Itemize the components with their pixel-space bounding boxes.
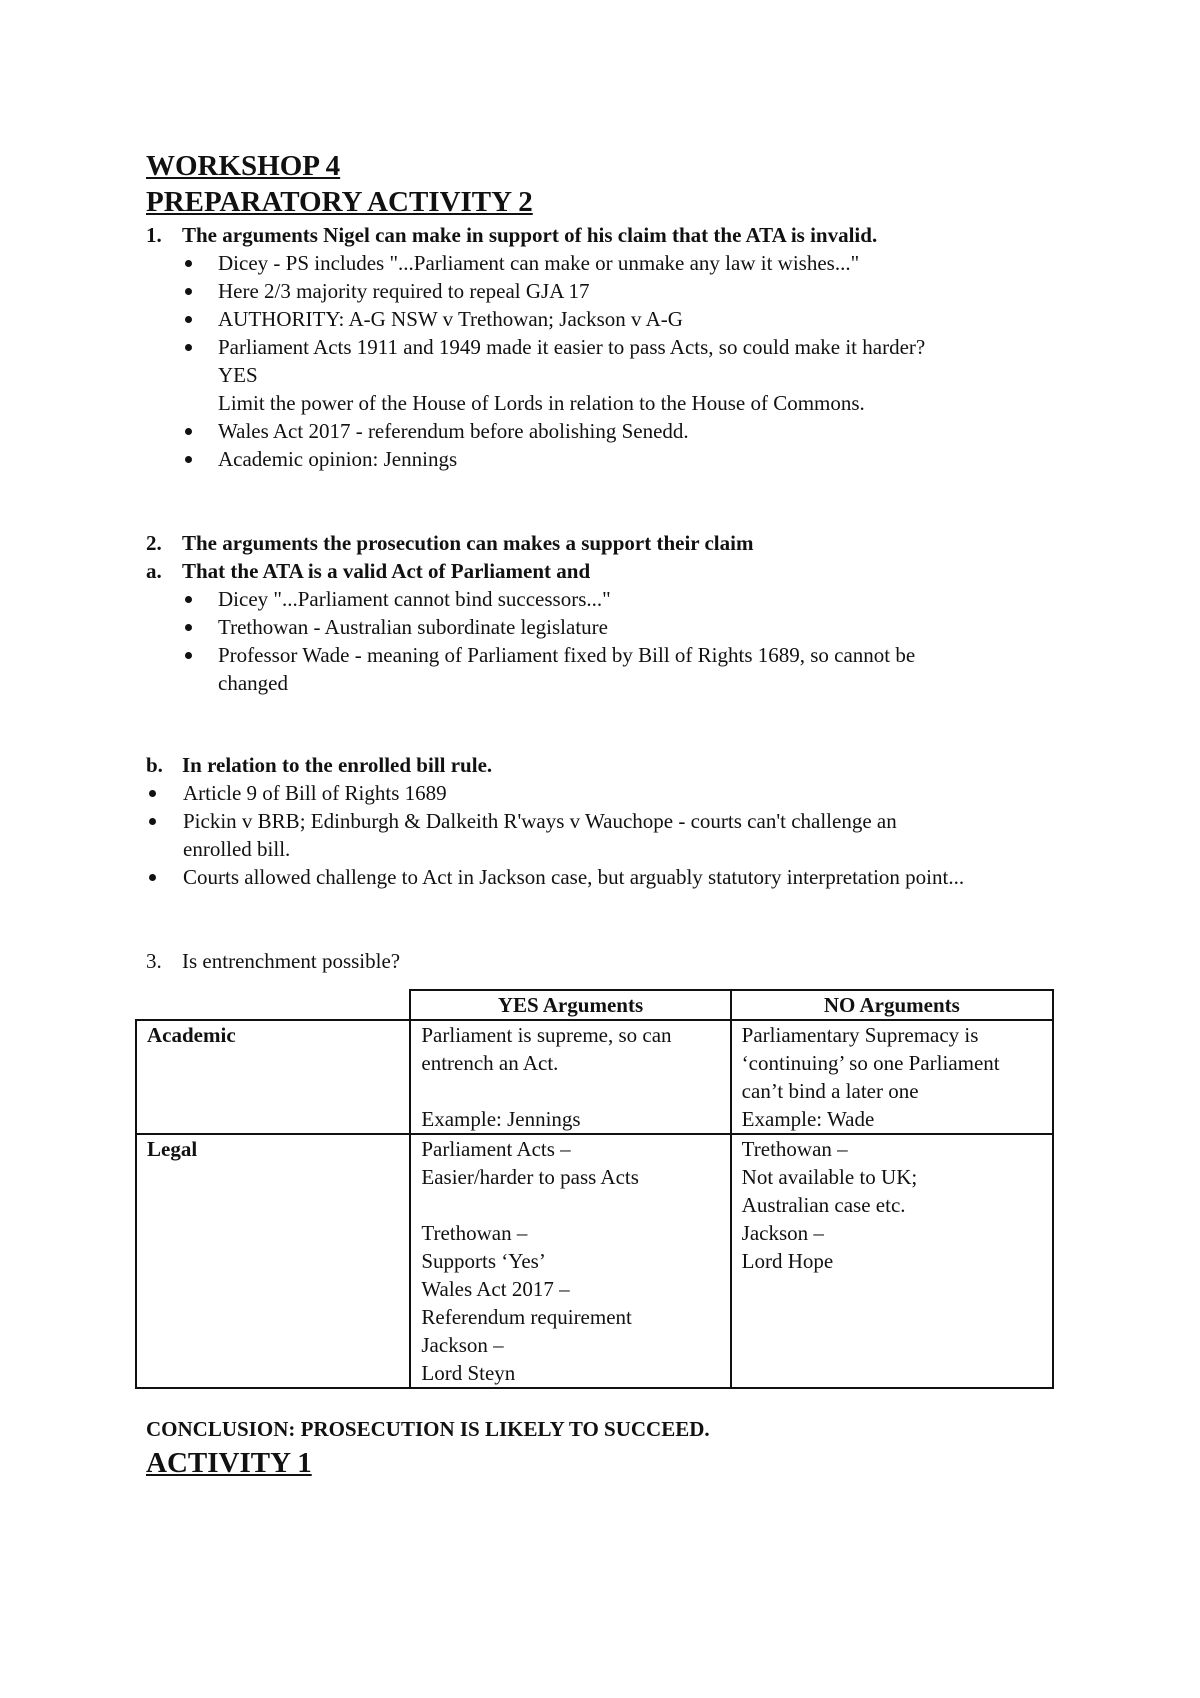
cell-line: Parliament Acts – — [421, 1137, 571, 1161]
cell-line: Not available to UK; — [741, 1165, 918, 1189]
cell-line: Trethowan – — [741, 1137, 848, 1161]
list-item — [146, 333, 1066, 417]
row-label-academic: Academic — [136, 1020, 410, 1134]
list-item: Professor Wade - meaning of Parliament fixed by Bill of Rights 1689, so cannot be changed — [146, 641, 1066, 697]
preparatory-activity-title: PREPARATORY ACTIVITY 2 — [146, 186, 533, 218]
list-item: Pickin v BRB; Edinburgh & Dalkeith R'ways v Wauchope - courts can't challenge an enrolled bill. — [146, 807, 1066, 863]
cell-line: Lord Steyn — [421, 1361, 516, 1385]
cell-line: Trethowan – — [421, 1221, 528, 1245]
spacer — [146, 473, 1066, 529]
section-2-heading — [146, 529, 1066, 557]
spacer — [146, 891, 1066, 947]
section-3-question-text: Is entrenchment possible? — [182, 949, 401, 973]
section-2a-bullets — [146, 585, 1066, 697]
section-3-question — [146, 947, 1066, 975]
list-item: Here 2/3 majority required to repeal GJA 17 — [146, 277, 1066, 305]
cell-line: Lord Hope — [741, 1249, 834, 1273]
cell-line: Easier/harder to pass Acts — [421, 1165, 639, 1189]
entrenchment-table — [135, 989, 1054, 1389]
spacer — [146, 697, 1066, 751]
cell-line-blank — [421, 1191, 719, 1219]
no-arguments-header: NO Arguments — [731, 990, 1053, 1020]
list-item: Academic opinion: Jennings — [146, 445, 1066, 473]
section-2a-letter: a. — [146, 559, 162, 583]
list-item: Dicey "...Parliament cannot bind successors..." — [146, 585, 1066, 613]
cell-line: Example: Jennings — [421, 1107, 581, 1131]
cell-line: Referendum requirement — [421, 1305, 632, 1329]
legal-no-cell — [731, 1134, 1053, 1388]
cell-line: Jackson – — [741, 1221, 824, 1245]
cell-line: Example: Wade — [741, 1107, 875, 1131]
yes-arguments-header: YES Arguments — [410, 990, 730, 1020]
conclusion-text: CONCLUSION: PROSECUTION IS LIKELY TO SUCCEED. — [146, 1417, 710, 1441]
list-item: Courts allowed challenge to Act in Jackson case, but arguably statutory interpretation point... — [146, 863, 1066, 891]
cell-line: Australian case etc. — [741, 1193, 906, 1217]
academic-yes-cell — [410, 1020, 730, 1134]
workshop-title: WORKSHOP 4 — [146, 150, 341, 182]
section-1-number: 1. — [146, 223, 162, 247]
section-2b-heading — [146, 751, 1066, 779]
section-1-heading — [146, 221, 1066, 249]
legal-yes-cell — [410, 1134, 730, 1388]
section-1-bullets — [146, 249, 1066, 473]
cell-line: Parliament is supreme, so can entrench an Act. — [421, 1023, 672, 1075]
academic-no-cell — [731, 1020, 1053, 1134]
cell-line: Parliamentary Supremacy is ‘continuing’ so one Parliament can’t bind a later one — [741, 1023, 1000, 1103]
list-item: Dicey - PS includes "...Parliament can make or unmake any law it wishes..." — [146, 249, 1066, 277]
list-item-text: Parliament Acts 1911 and 1949 made it easier to pass Acts, so could make it harder? YES — [218, 335, 926, 387]
table-row — [136, 1134, 1053, 1388]
section-2a-heading — [146, 557, 1066, 585]
cell-line: Supports ‘Yes’ — [421, 1249, 546, 1273]
list-item: AUTHORITY: A-G NSW v Trethowan; Jackson v A-G — [146, 305, 1066, 333]
cell-line: Wales Act 2017 – — [421, 1277, 570, 1301]
list-item: Trethowan - Australian subordinate legislature — [146, 613, 1066, 641]
section-1-heading-text: The arguments Nigel can make in support of his claim that the ATA is invalid. — [182, 223, 878, 247]
list-item: Wales Act 2017 - referendum before abolishing Senedd. — [146, 417, 1066, 445]
table-header-row — [136, 990, 1053, 1020]
section-2b-bullets — [146, 779, 1066, 891]
list-item-extra: Limit the power of the House of Lords in relation to the House of Commons. — [218, 391, 865, 415]
cell-line-blank — [421, 1077, 719, 1105]
section-3-number: 3. — [146, 949, 162, 973]
cell-line: Jackson – — [421, 1333, 504, 1357]
table-row — [136, 1020, 1053, 1134]
list-item: Article 9 of Bill of Rights 1689 — [146, 779, 1066, 807]
activity-1-title: ACTIVITY 1 — [146, 1447, 312, 1479]
table-corner-cell — [136, 990, 410, 1020]
section-2-number: 2. — [146, 531, 162, 555]
row-label-legal: Legal — [136, 1134, 410, 1388]
section-2b-letter: b. — [146, 753, 163, 777]
section-2b-heading-text: In relation to the enrolled bill rule. — [182, 753, 493, 777]
document-page — [146, 148, 1066, 1482]
section-2a-heading-text: That the ATA is a valid Act of Parliament and — [182, 559, 591, 583]
section-2-heading-text: The arguments the prosecution can makes a support their claim — [182, 531, 754, 555]
